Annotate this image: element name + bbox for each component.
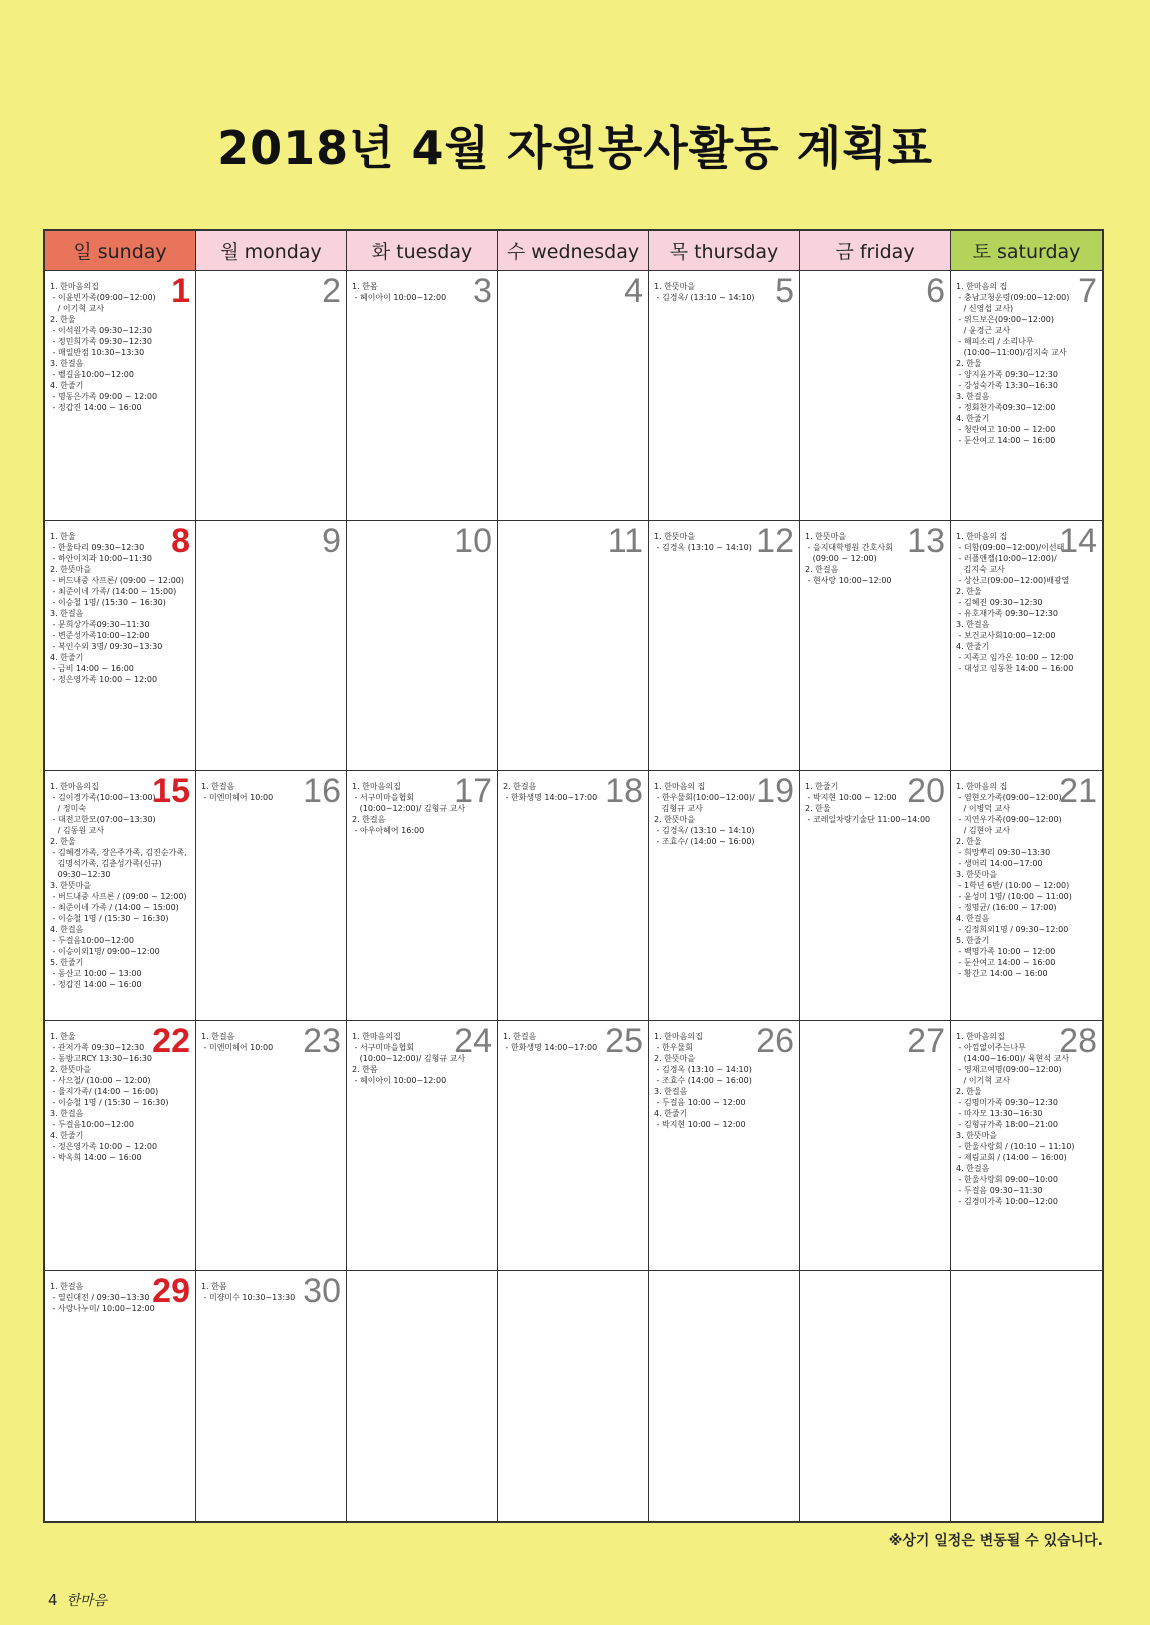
day-events: 1. 한마음의 집 - 염현오가족(09:00~12:00) / 이병덕 교사 - 지연우가족(09:00~12:00) / 김현아 교사 2. 한울 - 희망뿌리 09:30~13:30 - 생머리 14:00~17:00 3. 한뜻마을 - 1학년 6반/ (10:00 ~ 12:00) - 윤성미 1명/ (10:00 ~ 11:00) - 정명균/ (16:00 ~ 17:00) 4. 한걸음 - 김정희외1명 / 09:30~12:00 5. 한줄기 - 백명가족 10:00 ~ 12:00 - 둔산여고 14:00 ~ 16:00 - 황간고 14:00 ~ 16:00 [956, 782, 1072, 978]
day-number: 15 [152, 772, 190, 810]
header-monday: 월 monday [196, 231, 347, 271]
day-cell-25 [498, 1021, 649, 1271]
header-tuesday: 화 tuesday [347, 231, 498, 271]
header-friday: 금 friday [800, 231, 951, 271]
header-wednesday: 수 wednesday [498, 231, 649, 271]
day-cell-11 [498, 521, 649, 771]
day-number: 23 [303, 1022, 341, 1060]
empty-day-cell [649, 1271, 800, 1521]
empty-day-cell [800, 1271, 951, 1521]
day-cell-22 [45, 1021, 196, 1271]
day-number: 17 [454, 772, 492, 810]
day-cell-2 [196, 271, 347, 521]
page-title: 2018년 4월 자원봉사활동 계획표 [217, 121, 933, 175]
day-events: 1. 한뜻마을 - 김경옥 (13:10 ~ 14:10) [654, 532, 752, 552]
day-number: 22 [152, 1022, 190, 1060]
day-cell-29 [45, 1271, 196, 1521]
day-events: 1. 한마음의 집 - 충남고청운령(09:00~12:00) / 신영섭 교사) - 위드보은(09:00~12:00) / 윤경근 교사 - 해피소리 / 소리나무 (10:00~11:00)/김지숙 교사 2. 한울 - 양지윤가족 09:30~12:30 - 강성숙가족 13:30~16:30 3. 한걸음 - 정회찬가족09:30~12:00 4. 한줄기 - 청란여고 10:00 ~ 12:00 - 둔산여고 14:00 ~ 16:00 [956, 282, 1070, 445]
day-events: 1. 한줄기 - 박지현 10:00 ~ 12:00 2. 한울 - 코레일차량기술단 11:00~14:00 [805, 782, 931, 824]
day-number: 21 [1059, 772, 1097, 810]
day-events: 1. 한마음의 집 - 한우물회(10:00~12:00)/ 김형규 교사 2. 한뜻마을 - 김경옥/ (13:10 ~ 14:10) - 조효수/ (14:00 ~ 16:00) [654, 782, 755, 846]
day-number: 25 [605, 1022, 643, 1060]
day-number: 4 [624, 272, 643, 310]
day-number: 6 [926, 272, 945, 310]
day-number: 16 [303, 772, 341, 810]
day-events: 1. 한뜻마을 - 김경옥/ (13:10 ~ 14:10) [654, 282, 755, 302]
day-number: 5 [775, 272, 794, 310]
day-events: 1. 한마음의집 - 서구미마을협회 (10:00~12:00)/ 김형규 교사 2. 한몸 - 헤이아이 10:00~12:00 [352, 1032, 466, 1085]
day-number: 20 [907, 772, 945, 810]
day-cell-4 [498, 271, 649, 521]
day-cell-7 [951, 271, 1102, 521]
day-events: 1. 한걸음 - 미엔미헤어 10:00 [201, 782, 274, 802]
day-cell-13 [800, 521, 951, 771]
day-cell-24 [347, 1021, 498, 1271]
day-number: 11 [607, 522, 643, 560]
day-cell-17 [347, 771, 498, 1021]
day-events: 2. 한걸음 - 한화생명 14:00~17:00 [503, 782, 598, 802]
day-cell-27 [800, 1021, 951, 1271]
day-number: 7 [1078, 272, 1097, 310]
day-events: 1. 한마음의집 - 아낌없이주는나무 (14:00~16:00)/ 육현석 교사 - 영재고여명(09:00~12:00) / 이기혁 교사 2. 한울 - 김명미가족 09:30~12:30 - 따자모 13:30~16:30 - 김형규가족 18:00~21:00 3. 한뜻마을 - 한울사랑회 / (10:10 ~ 11:10) - 제림교회 / (14:00 ~ 16:00) 4. 한걸음 - 한울사랑회 09:00~10:00 - 두걸음 09:30~11:30 - 김경미가족 10:00~12:00 [956, 1032, 1075, 1206]
day-cell-15 [45, 771, 196, 1021]
header-saturday: 토 saturday [951, 231, 1102, 271]
day-number: 26 [756, 1022, 794, 1060]
calendar-grid [43, 229, 1104, 1523]
day-number: 8 [171, 522, 190, 560]
day-number: 19 [756, 772, 794, 810]
page-number: 4 [48, 1591, 58, 1609]
day-events: 1. 한걸음 - 미엔미헤어 10:00 [201, 1032, 274, 1052]
day-events: 1. 한몸 - 헤이아이 10:00~12:00 [352, 282, 447, 302]
day-cell-1 [45, 271, 196, 521]
day-events: 1. 한몸 - 미쟝미수 10:30~13:30 [201, 1282, 296, 1302]
brand-logo: 한마음 [66, 1593, 107, 1609]
header-thursday: 목 thursday [649, 231, 800, 271]
day-events: 1. 한마음의집 - 서구미마을협회 (10:00~12:00)/ 김형규 교사 2. 한걸음 - 아우아헤어 16:00 [352, 782, 466, 835]
day-events: 1. 한마음의집 - 이윤빈가족(09:00~12:00) / 이기혁 교사 2. 한울 - 이석원가족 09:30~12:30 - 정민희가족 09:30~12:30 - 매일반점 10:30~13:30 3. 한걸음 - 벨길음10:00~12:00 4. 한줄기 - 명동은가족 09:00 ~ 12:00 - 정갑진 14:00 ~ 16:00 [50, 282, 158, 412]
day-cell-6 [800, 271, 951, 521]
page-footer [48, 1590, 107, 1610]
day-cell-10 [347, 521, 498, 771]
empty-day-cell [498, 1271, 649, 1521]
day-cell-16 [196, 771, 347, 1021]
day-number: 2 [322, 272, 341, 310]
day-cell-19 [649, 771, 800, 1021]
day-number: 14 [1059, 522, 1097, 560]
day-cell-14 [951, 521, 1102, 771]
day-cell-3 [347, 271, 498, 521]
day-cell-30 [196, 1271, 347, 1521]
day-number: 29 [152, 1272, 190, 1310]
day-cell-26 [649, 1021, 800, 1271]
day-events: 1. 한뜻마을 - 을지대학병원 간호사회 (09:00 ~ 12:00) 2. 한걸음 - 현사랑 10:00~12:00 [805, 532, 893, 585]
day-number: 10 [454, 522, 492, 560]
empty-day-cell [347, 1271, 498, 1521]
day-cell-5 [649, 271, 800, 521]
day-number: 24 [454, 1022, 492, 1060]
day-events: 1. 한마음의집 - 김이경가족(10:00~13:00) / 정미숙 - 대전고한모(07:00~13:30) / 김동원 교사 2. 한울 - 김혜경가족, 장은주가족, 김진순가족, 김명석가족, 김춘성가족(신규) 09:30~12:30 3. 한뜻마을 - 버드내중 사프론 / (09:00 ~ 12:00) - 최준이네 가족 / (14:00 ~ 15:00) - 이승철 1명 / (15:30 ~ 16:30) 4. 한걸음 - 두걸음10:00~12:00 - 이승이외1명/ 09:00~12:00 5. 한줄기 - 동산고 10:00 ~ 13:00 - 정갑진 14:00 ~ 16:00 [50, 782, 187, 989]
day-cell-20 [800, 771, 951, 1021]
day-number: 12 [756, 522, 794, 560]
day-events: 1. 한울 - 한울타리 09:30~12:30 - 하안이치과 10:00~11:30 2. 한뜻마을 - 버드내중 사프론/ (09:00 ~ 12:00) - 최준이네 가족/ (14:00 ~ 15:00) - 이승철 1명/ (15:30 ~ 16:30) 3. 한걸음 - 문희상가족09:30~11:30 - 변준성가족10:00~12:00 - 복인수외 3명/ 09:30~13:30 4. 한줄기 - 금비 14:00 ~ 16:00 - 정은영가족 10:00 ~ 12:00 [50, 532, 184, 684]
empty-day-cell [951, 1271, 1102, 1521]
day-number: 30 [303, 1272, 341, 1310]
header-sunday: 일 sunday [45, 231, 196, 271]
day-number: 28 [1059, 1022, 1097, 1060]
day-number: 18 [605, 772, 643, 810]
day-cell-9 [196, 521, 347, 771]
day-events: 1. 한울 - 관저가족 09:30~12:30 - 동방고RCY 13:30~16:30 2. 한뜻마을 - 사으철/ (10:00 ~ 12:00) - 율지가족/ (14:00 ~ 16:00) - 이승철 1명 / (15:30 ~ 16:30) 3. 한걸음 - 두걸음10:00~12:00 4. 한줄기 - 정은영가족 10:00 ~ 12:00 - 박옥희 14:00 ~ 16:00 [50, 1032, 169, 1162]
day-number: 3 [473, 272, 492, 310]
day-cell-28 [951, 1021, 1102, 1271]
day-events: 1. 한마음의 집 - 더함(09:00~12:00)/이선태 - 러플앤젤(10:00~12:00)/ 김지숙 교사 - 상산고(09:00~12:00)배광열 2. 한울 - 김혜진 09:30~12:30 - 유호재가족 09:30~12:30 3. 한걸음 - 보건교사회10:00~12:00 4. 한줄기 - 지족고 임가온 10:00 ~ 12:00 - 대성고 임동찬 14:00 ~ 16:00 [956, 532, 1074, 673]
day-cell-8 [45, 521, 196, 771]
day-cell-12 [649, 521, 800, 771]
day-number: 9 [322, 522, 341, 560]
day-cell-23 [196, 1021, 347, 1271]
day-events: 1. 한마음의집 - 한우물회 2. 한뜻마을 - 김경옥 (13:10 ~ 14:10) - 조효수 (14:00 ~ 16:00) 3. 한걸음 - 두걸음 10:00 ~ 12:00 4. 한줄기 - 박지현 10:00 ~ 12:00 [654, 1032, 752, 1129]
day-events: 1. 한걸음 - 열린대전 / 09:30~13:30 - 사랑나누미/ 10:00~12:00 [50, 1282, 155, 1313]
day-number: 13 [907, 522, 945, 560]
day-cell-18 [498, 771, 649, 1021]
day-number: 1 [171, 272, 190, 310]
day-cell-21 [951, 771, 1102, 1021]
schedule-note: ※상기 일정은 변동될 수 있습니다. [888, 1533, 1103, 1549]
day-number: 27 [907, 1022, 945, 1060]
day-events: 1. 한걸음 - 한화생명 14:00~17:00 [503, 1032, 598, 1052]
